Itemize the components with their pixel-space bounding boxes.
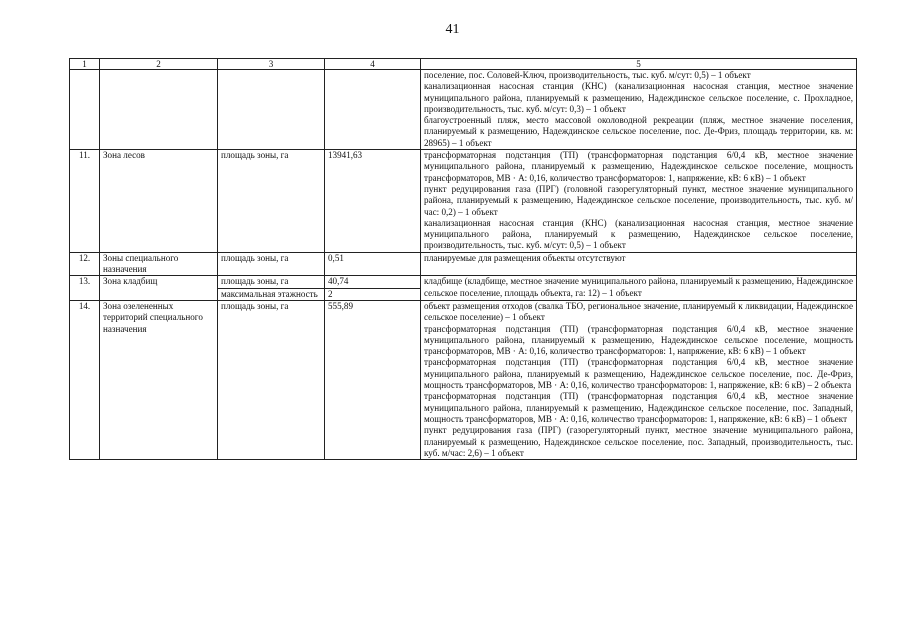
- parameter-value: 0,51: [325, 252, 421, 276]
- header-col-2: 2: [100, 59, 218, 70]
- row-number: 11.: [70, 150, 100, 253]
- header-col-3: 3: [218, 59, 325, 70]
- parameter-name: площадь зоны, га: [218, 276, 325, 288]
- objects-cell: [421, 150, 857, 253]
- table-row-continuation: [70, 70, 857, 150]
- object-entry: пункт редуцирования газа (ПРГ) (газорегуляторный пункт, местное значение муниципального района, планируемый к размещению, Надеждинское сельское поселение, пос. Западный, производительность, тыс. куб. м/час: 2,6) – 1 объект: [424, 425, 853, 458]
- zones-table: [69, 58, 857, 460]
- parameter-name: площадь зоны, га: [218, 150, 325, 253]
- parameter-value: 13941,63: [325, 150, 421, 253]
- object-entry: трансформаторная подстанция (ТП) (трансформаторная подстанция 6/0,4 кВ, местное значение муниципального района, планируемый к размещению, Надеждинское сельское поселение, пос. Западный, мощность трансформаторов, МВ · А: 0,16, количество трансформаторов: 1, напряжение, кВ: 6 кВ) – 1 объект: [424, 391, 853, 424]
- row-number: 14.: [70, 300, 100, 459]
- table-row-green-special-zone: [70, 300, 857, 459]
- objects-cell: [421, 252, 857, 276]
- object-entry: трансформаторная подстанция (ТП) (трансформаторная подстанция 6/0,4 кВ, местное значение муниципального района, планируемый к размещению, Надеждинское сельское поселение, мощность трансформаторов, МВ · А: 0,16, количество трансформаторов: 1, напряжение, кВ: 6 кВ) – 1 объект: [424, 323, 853, 357]
- parameter-name: максимальная этажность: [218, 288, 325, 300]
- header-row: [70, 59, 857, 70]
- object-entry: поселение, пос. Соловей-Ключ, производительность, тыс. куб. м/сут: 0,5) – 1 объект: [424, 70, 751, 80]
- object-entry: трансформаторная подстанция (ТП) (трансформаторная подстанция 6/0,4 кВ, местное значение муниципального района, планируемый к размещению, Надеждинское сельское поселение, мощность трансформаторов, МВ · А: 0,16, количество трансформаторов: 1, напряжение, кВ: 6 кВ) – 1 объект: [424, 150, 853, 183]
- zone-name: Зона кладбищ: [100, 276, 218, 301]
- zone-name: Зоны специального назначения: [100, 252, 218, 276]
- object-entry: благоустроенный пляж, место массовой околоводной рекреации (пляж, местное значение поселения, планируемый к размещению, Надеждинское сельское поселение, пос. Де-Фриз, площадь территории, кв. м: 28965) – 1 объект: [424, 115, 853, 148]
- header-col-5: 5: [421, 59, 857, 70]
- table-row-special-zone: [70, 252, 857, 276]
- parameter-value: 555,89: [325, 300, 421, 459]
- object-entry: канализационная насосная станция (КНС) (канализационная насосная станция, местное значение муниципального района, планируемый к размещению, Надеждинское сельское поселение, производительность, тыс. куб. м/сут: 0,5) – 1 объект: [424, 217, 853, 251]
- object-entry: пункт редуцирования газа (ПРГ) (головной газорегуляторный пункт, местное значение муниципального района, планируемый к размещению, Надеждинское сельское поселение, производительность, тыс. куб. м/час: 0,2) – 1 объект: [424, 183, 853, 217]
- row-number: 13.: [70, 276, 100, 301]
- objects-cell: [421, 276, 857, 301]
- parameter-name: площадь зоны, га: [218, 252, 325, 276]
- parameter-name: площадь зоны, га: [218, 300, 325, 459]
- object-entry: кладбище (кладбище, местное значение муниципального района, планируемый к размещению, Надеждинское сельское поселение, площадь объекта, га: 12) – 1 объект: [424, 276, 853, 298]
- parameter-value: 2: [325, 288, 421, 300]
- objects-cell: [421, 300, 857, 459]
- page-number: 41: [445, 22, 460, 37]
- objects-cell: [421, 70, 857, 150]
- object-entry: трансформаторная подстанция (ТП) (трансформаторная подстанция 6/0,4 кВ, местное значение муниципального района, планируемый к размещению, Надеждинское сельское поселение, пос. Де-Фриз, мощность трансформаторов, МВ · А: 0,16, количество трансформаторов: 1, напряжение, кВ: 6 кВ) – 2 объекта: [424, 357, 853, 391]
- object-entry: канализационная насосная станция (КНС) (канализационная насосная станция, местное значение муниципального района, планируемый к размещению, Надеждинское сельское поселение, с. Прохладное, производительность, тыс. куб. м/сут: 0,3) – 1 объект: [424, 81, 853, 114]
- header-col-1: 1: [70, 59, 100, 70]
- table-row-forest-zone: [70, 150, 857, 253]
- zone-name: Зона озелененных территорий специального назначения: [100, 300, 218, 459]
- row-number: 12.: [70, 252, 100, 276]
- table-row-cemetery-zone: [70, 276, 857, 288]
- object-entry: объект размещения отходов (свалка ТБО, региональное значение, планируемый к ликвидации, Надеждинское сельское поселение) – 1 объект: [424, 300, 853, 323]
- object-entry: планируемые для размещения объекты отсутствуют: [424, 252, 626, 263]
- zone-name: Зона лесов: [100, 150, 218, 253]
- header-col-4: 4: [325, 59, 421, 70]
- parameter-value: 40,74: [325, 276, 421, 288]
